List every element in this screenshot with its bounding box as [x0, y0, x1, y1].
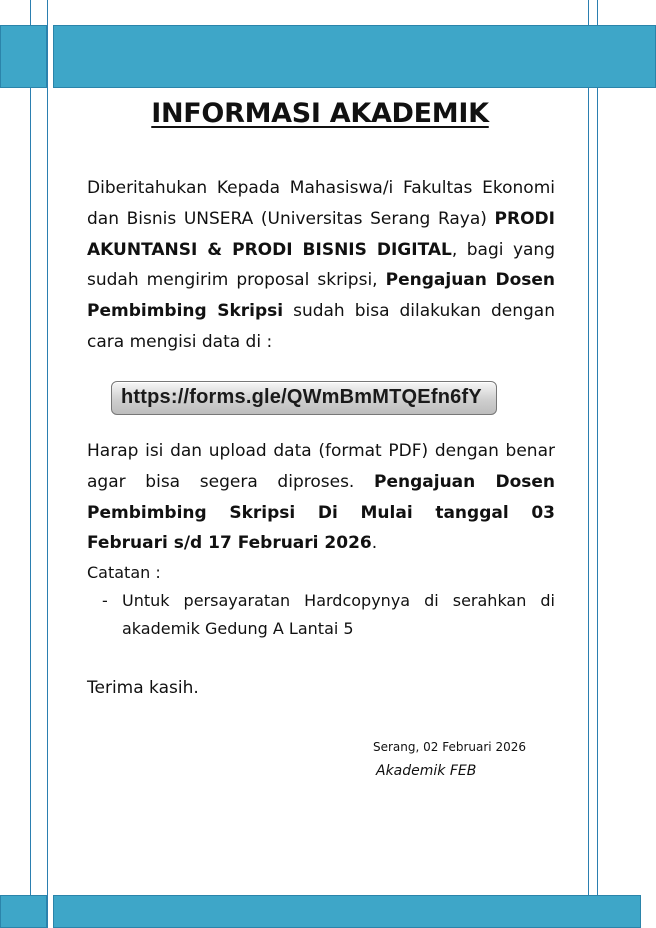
note-list [102, 587, 555, 643]
form-link[interactable]: https://forms.gle/QWmBmMTQEfn6fY [121, 386, 482, 408]
frame-line-right-inner [588, 0, 589, 928]
schedule-text: Pengajuan Dosen Pembimbing Skripsi Di Mulai tanggal 03 Februari s/d 17 Februari 2026 [87, 471, 555, 554]
bottom-band-main [53, 895, 641, 928]
closing-text: Terima kasih. [87, 678, 199, 698]
form-link-box[interactable] [111, 381, 497, 415]
subject-text: Pengajuan Dosen Pembimbing Skripsi [87, 270, 555, 322]
instruction-paragraph [87, 436, 555, 559]
top-band-left [0, 25, 47, 88]
intro-text: Diberitahukan Kepada Mahasiswa/i Fakultas Ekonomi dan Bisnis UNSERA (Universitas Serang Raya) [87, 178, 555, 229]
frame-line-right-outer [597, 0, 598, 928]
instruction-text: Harap isi dan upload data (format PDF) dengan benar agar bisa segera diproses. [87, 441, 555, 492]
top-band-main [53, 25, 656, 88]
list-bullet: - [102, 591, 108, 610]
prodi-names: PRODI AKUNTANSI & PRODI BISNIS DIGITAL [87, 208, 555, 260]
bottom-band-left [0, 895, 47, 928]
place-date: Serang, 02 Februari 2026 [373, 740, 526, 754]
signer: Akademik FEB [376, 763, 477, 779]
frame-line-left-inner [47, 0, 48, 928]
intro-paragraph [87, 173, 555, 358]
frame-line-left-outer [30, 0, 31, 928]
list-item: Untuk persayaratan Hardcopynya di serahkan di akademik Gedung A Lantai 5 [122, 591, 555, 638]
note-label: Catatan : [87, 563, 161, 582]
instruction-end: . [371, 533, 378, 554]
intro-text-2: , bagi yang sudah mengirim proposal skripsi, [87, 239, 555, 291]
intro-text-3: sudah bisa dilakukan dengan cara mengisi data di : [87, 301, 555, 352]
page-title: INFORMASI AKADEMIK [151, 98, 489, 129]
